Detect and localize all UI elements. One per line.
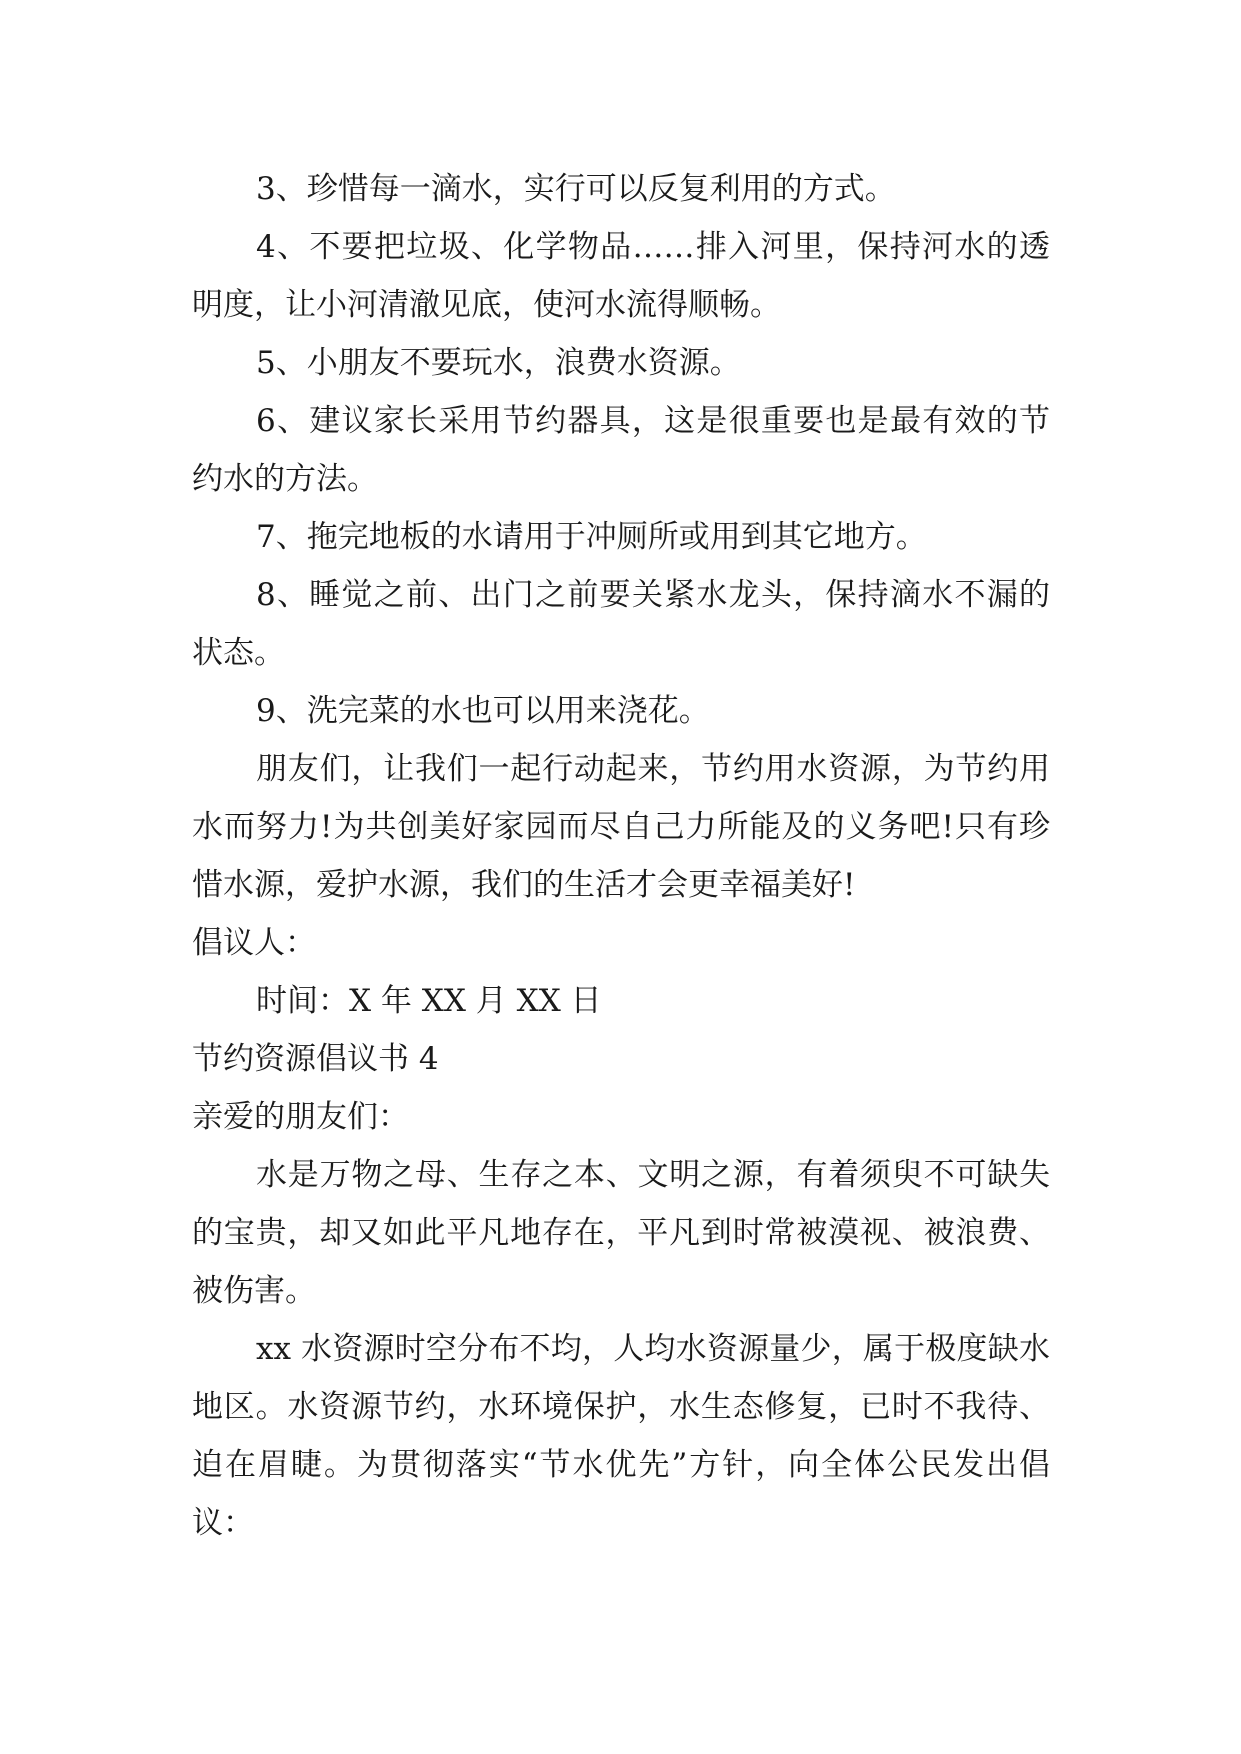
paragraph-item-9: 9、洗完菜的水也可以用来浇花。 <box>256 693 710 729</box>
initiator-label: 倡议人： <box>192 925 316 961</box>
body-paragraph-water-resources: xx 水资源时空分布不均，人均水资源量少，属于极度缺水地区。水资源节约，水环境保护，水生态修复，已时不我待、迫在眉睫。为贯彻落实“节水优先”方针，向全体公民发出倡议： <box>192 1331 1050 1541</box>
paragraph-item-7: 7、拖完地板的水请用于冲厕所或用到其它地方。 <box>256 519 927 555</box>
paragraph-item-5: 5、小朋友不要玩水，浪费水资源。 <box>256 345 741 381</box>
document-body <box>192 160 1050 1552</box>
paragraph-item-4: 4、不要把垃圾、化学物品……排入河里，保持河水的透明度，让小河清澈见底，使河水流得顺畅。 <box>192 229 1050 323</box>
paragraph-item-6: 6、建议家长采用节约器具，这是很重要也是最有效的节约水的方法。 <box>192 403 1050 497</box>
section-title: 节约资源倡议书 4 <box>192 1041 439 1077</box>
salutation: 亲爱的朋友们： <box>192 1099 409 1135</box>
paragraph-item-3: 3、珍惜每一滴水，实行可以反复利用的方式。 <box>256 171 896 207</box>
paragraph-item-8: 8、睡觉之前、出门之前要关紧水龙头，保持滴水不漏的状态。 <box>192 577 1050 671</box>
closing-paragraph: 朋友们，让我们一起行动起来，节约用水资源，为节约用水而努力!为共创美好家园而尽自己力所能及的义务吧!只有珍惜水源，爱护水源，我们的生活才会更幸福美好! <box>192 751 1050 903</box>
body-paragraph-water-intro: 水是万物之母、生存之本、文明之源，有着须臾不可缺失的宝贵，却又如此平凡地存在，平凡到时常被漠视、被浪费、被伤害。 <box>192 1157 1050 1309</box>
date-line: 时间：X 年 XX 月 XX 日 <box>256 983 602 1019</box>
